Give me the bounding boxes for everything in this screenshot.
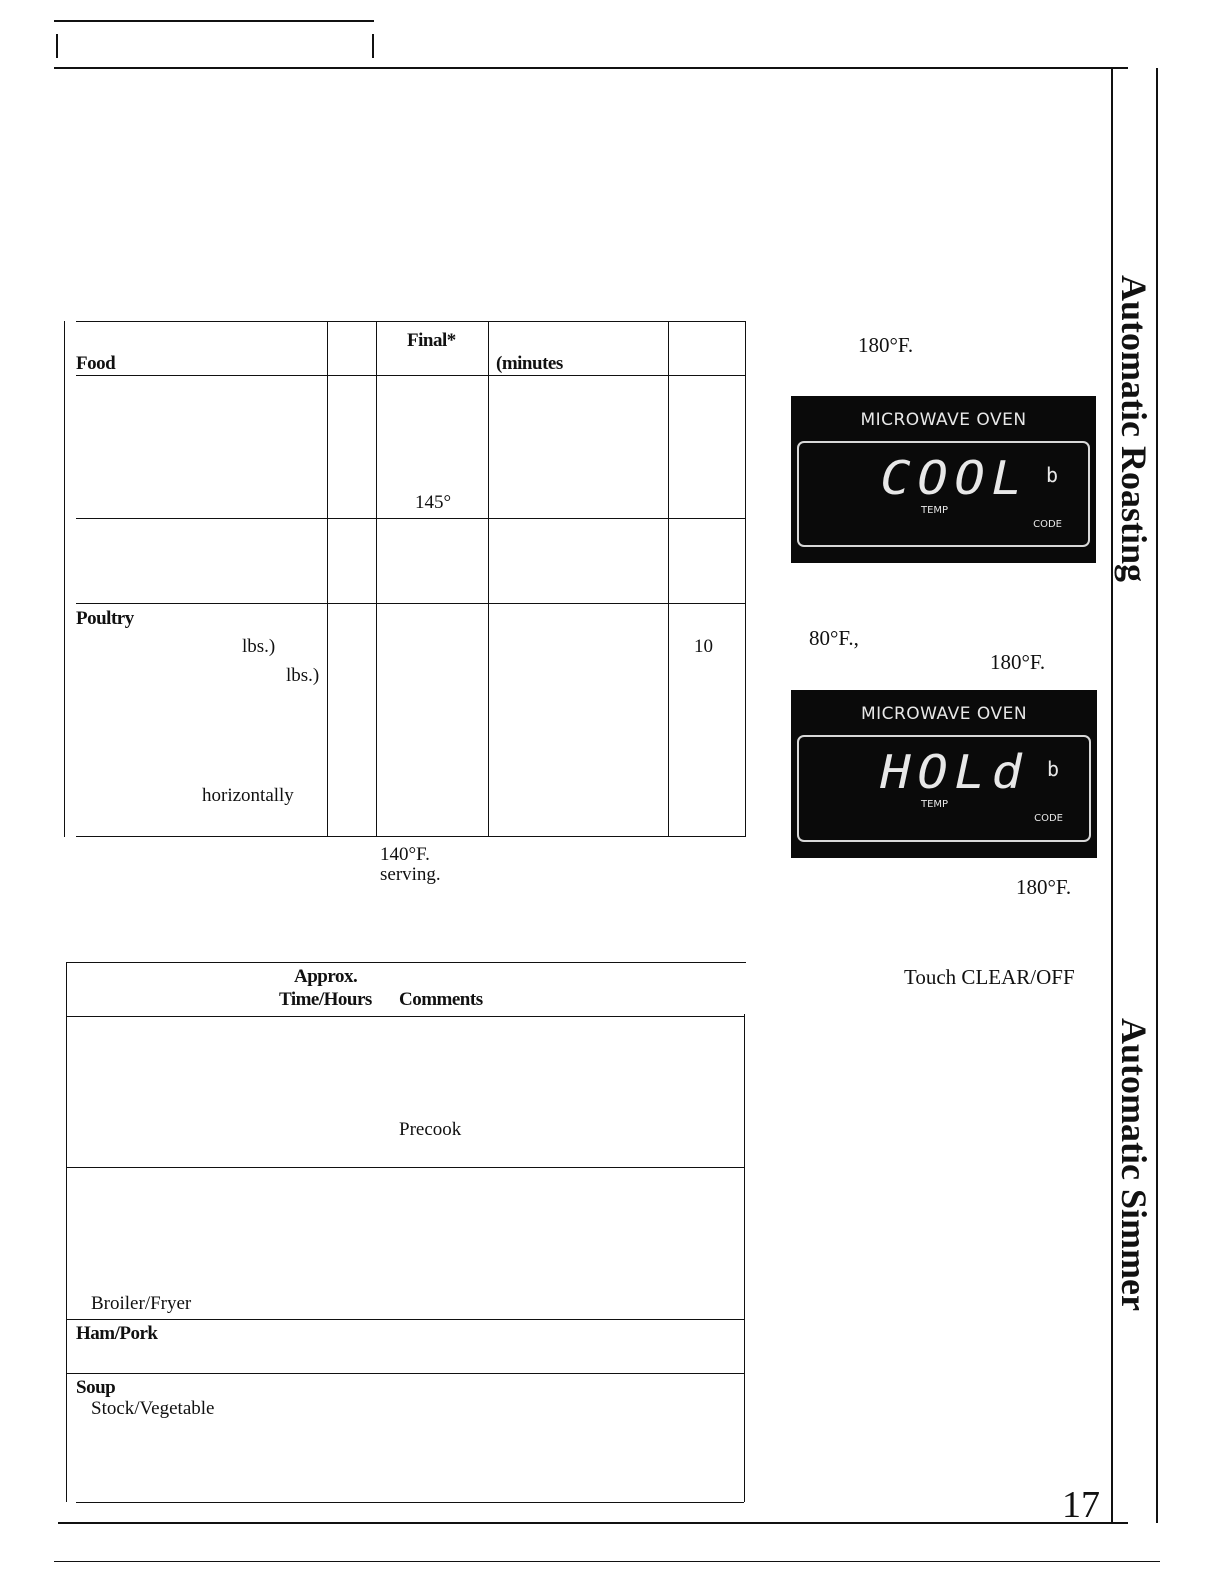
table-header-rule [66, 1016, 744, 1017]
header-main-rule [54, 67, 1128, 69]
header-comments: Comments [399, 989, 483, 1010]
display-frame [797, 735, 1091, 842]
table-left-edge [64, 321, 65, 837]
sidebar-outer-rule [1156, 68, 1158, 1523]
display-temp-label: TEMP [921, 799, 949, 810]
table-bottom-rule [76, 836, 746, 837]
text-touch-clear-off: Touch CLEAR/OFF [904, 965, 1075, 989]
table-top-rule [76, 321, 746, 322]
header-final: Final* [407, 330, 456, 351]
cell-stock-vegetable: Stock/Vegetable [91, 1398, 215, 1419]
table-col-rule [376, 321, 377, 837]
table-bottom-rule [76, 1502, 744, 1503]
cell-precook: Precook [399, 1119, 462, 1140]
table-header-rule [76, 375, 746, 376]
table-left-edge [66, 962, 67, 1502]
cell-weight-2: lbs.) [286, 665, 320, 686]
sidebar-tab-simmer: Automatic Simmer [1114, 1018, 1154, 1311]
table-col-rule [327, 321, 328, 837]
display-title: MICROWAVE OVEN [860, 704, 1028, 724]
cell-weight-1: lbs.) [242, 636, 276, 657]
text-80f: 80°F., [809, 626, 859, 650]
table-row-rule [66, 1167, 744, 1168]
table-row-rule [76, 603, 746, 604]
display-temp-label: TEMP [921, 505, 949, 516]
row-poultry-label: Poultry [76, 608, 134, 629]
page-number: 17 [1062, 1484, 1100, 1526]
display-code: b [1046, 757, 1059, 781]
display-code: b [1045, 463, 1058, 487]
display-cool [791, 396, 1096, 563]
header-top-rule [54, 20, 374, 22]
table-right-edge [744, 1014, 745, 1502]
table-row-rule [76, 518, 746, 519]
header-time-hours: Time/Hours [279, 989, 372, 1010]
cell-standing-time: 10 [694, 636, 713, 657]
table-col-rule [488, 321, 489, 837]
table-row-rule [66, 1373, 744, 1374]
cell-horizontally: horizontally [202, 785, 294, 806]
text-180f-a: 180°F. [858, 333, 914, 357]
footer-bottom-rule [54, 1561, 1160, 1562]
footnote-temp: 140°F. [380, 844, 430, 865]
text-180f-c: 180°F. [1016, 875, 1072, 899]
table-row-rule [66, 1319, 744, 1320]
footnote-serving: serving. [380, 864, 441, 885]
row-ham-pork-label: Ham/Pork [76, 1323, 158, 1344]
display-code-label: CODE [1034, 813, 1063, 824]
display-hold [791, 690, 1097, 858]
table-right-edge [745, 321, 746, 837]
cell-broiler-fryer: Broiler/Fryer [91, 1293, 192, 1314]
text-180f-b: 180°F. [990, 650, 1046, 674]
header-left-tick [56, 34, 58, 58]
header-food: Food [76, 353, 116, 374]
row-soup-label: Soup [76, 1377, 116, 1398]
footer-rule [58, 1522, 1128, 1524]
display-word: HOLd [880, 745, 1029, 799]
table-top-rule [66, 962, 746, 963]
sidebar-tab-roasting: Automatic Roasting [1114, 275, 1154, 582]
display-frame [797, 441, 1090, 547]
header-minutes: (minutes [496, 353, 563, 374]
display-word: COOL [880, 451, 1029, 505]
display-title: MICROWAVE OVEN [860, 410, 1027, 430]
cell-final-temp: 145° [415, 492, 452, 513]
header-right-tick [372, 34, 374, 58]
table-col-rule [668, 321, 669, 837]
display-code-label: CODE [1033, 519, 1062, 530]
header-approx: Approx. [294, 966, 358, 987]
sidebar-inner-rule [1111, 68, 1113, 1523]
